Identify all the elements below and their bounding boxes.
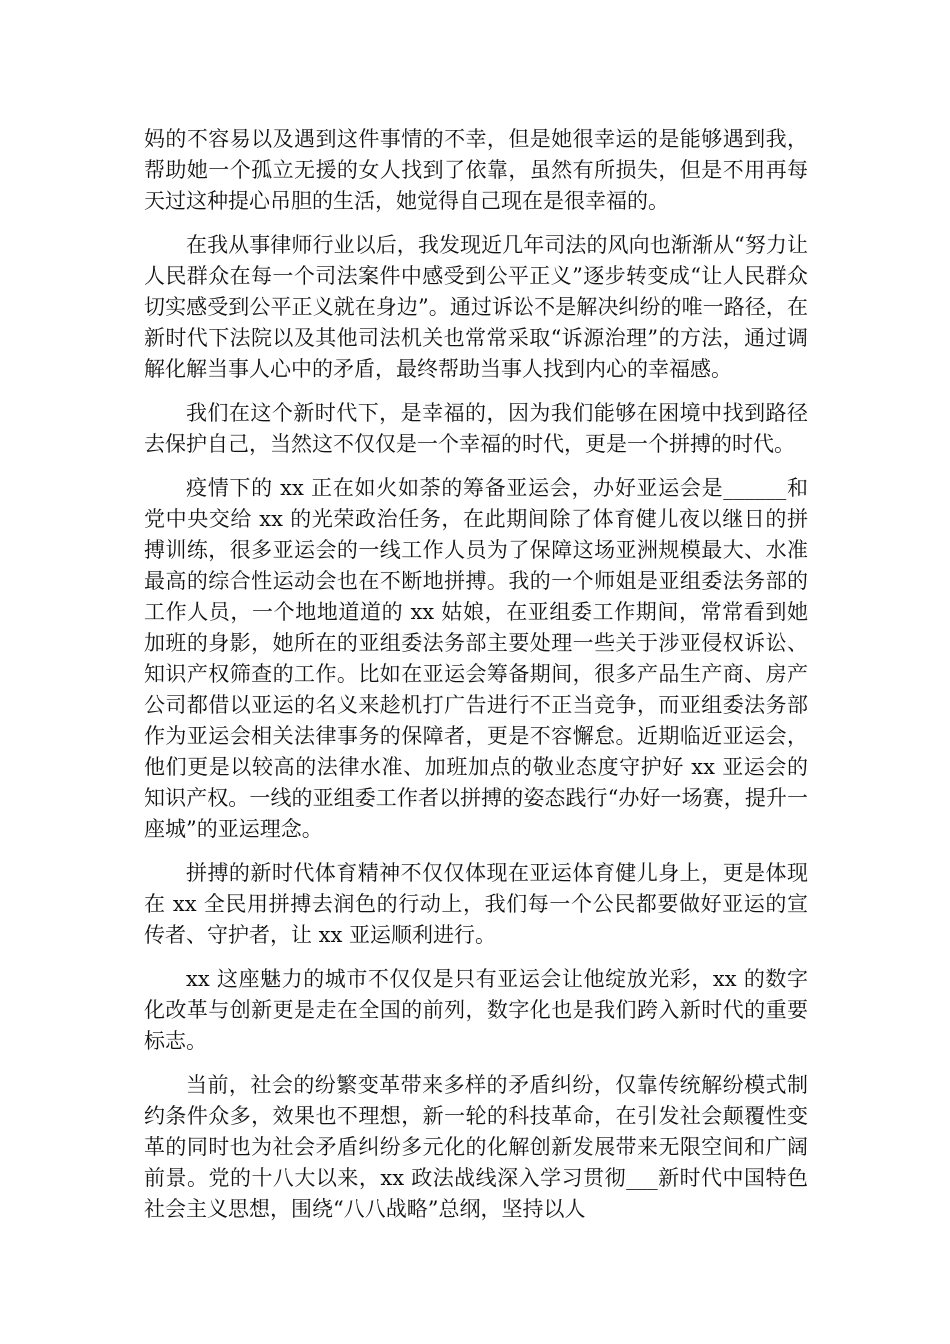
paragraph-3: 我们在这个新时代下，是幸福的，因为我们能够在困境中找到路径去保护自己，当然这不仅仅是一个幸福的时代，更是一个拼搏的时代。 — [144, 401, 808, 456]
paragraph-5: 拼搏的新时代体育精神不仅仅体现在亚运体育健儿身上，更是体现在 xx 全民用拼搏去润色的行动上，我们每一个公民都要做好亚运的宣传者、守护者，让 xx 亚运顺利进行。 — [144, 861, 808, 947]
paragraph-7: 当前，社会的纷繁变革带来多样的矛盾纠纷，仅靠传统解纷模式制约条件众多，效果也不理想，新一轮的科技革命，在引发社会颠覆性变革的同时也为社会矛盾纠纷多元化的化解创新发展带来无限空间和广阔前景。党的十八大以来，xx 政法战线深入学习贯彻___新时代中国特色社会主义思想，围绕“八八战略”总纲，坚持以人 — [144, 1073, 808, 1221]
paragraph-6: xx 这座魅力的城市不仅仅是只有亚运会让他绽放光彩，xx 的数字化改革与创新更是走在全国的前列，数字化也是我们跨入新时代的重要标志。 — [144, 967, 808, 1053]
document-page — [144, 124, 808, 1238]
paragraph-1: 妈的不容易以及遇到这件事情的不幸，但是她很幸运的是能够遇到我，帮助她一个孤立无援的女人找到了依靠，虽然有所损失，但是不用再每天过这种提心吊胆的生活，她觉得自己现在是很幸福的。 — [144, 127, 808, 213]
paragraph-4: 疫情下的 xx 正在如火如荼的筹备亚运会，办好亚运会是______和党中央交给 xx 的光荣政治任务，在此期间除了体育健儿夜以继日的拼搏训练，很多亚运会的一线工作人员为了保障这场亚洲规模最大、水准最高的综合性运动会也在不断地拼搏。我的一个师姐是亚组委法务部的工作人员，一个地地道道的 xx 姑娘，在亚组委工作期间，常常看到她加班的身影，她所在的亚组委法务部主要处理一些关于涉亚侵权诉讼、知识产权筛查的工作。比如在亚运会筹备期间，很多产品生产商、房产公司都借以亚运的名义来趁机打广告进行不正当竞争，而亚组委法务部作为亚运会相关法律事务的保障者，更是不容懈怠。近期临近亚运会，他们更是以较高的法律水准、加班加点的敬业态度守护好 xx 亚运会的知识产权。一线的亚组委工作者以拼搏的姿态践行“办好一场赛，提升一座城”的亚运理念。 — [144, 476, 808, 841]
paragraph-2: 在我从事律师行业以后，我发现近几年司法的风向也渐渐从“努力让人民群众在每一个司法案件中感受到公平正义”逐步转变成“让人民群众切实感受到公平正义就在身边”。通过诉讼不是解决纠纷的唯一路径，在新时代下法院以及其他司法机关也常常采取“诉源治理”的方法，通过调解化解当事人心中的矛盾，最终帮助当事人找到内心的幸福感。 — [144, 233, 808, 381]
